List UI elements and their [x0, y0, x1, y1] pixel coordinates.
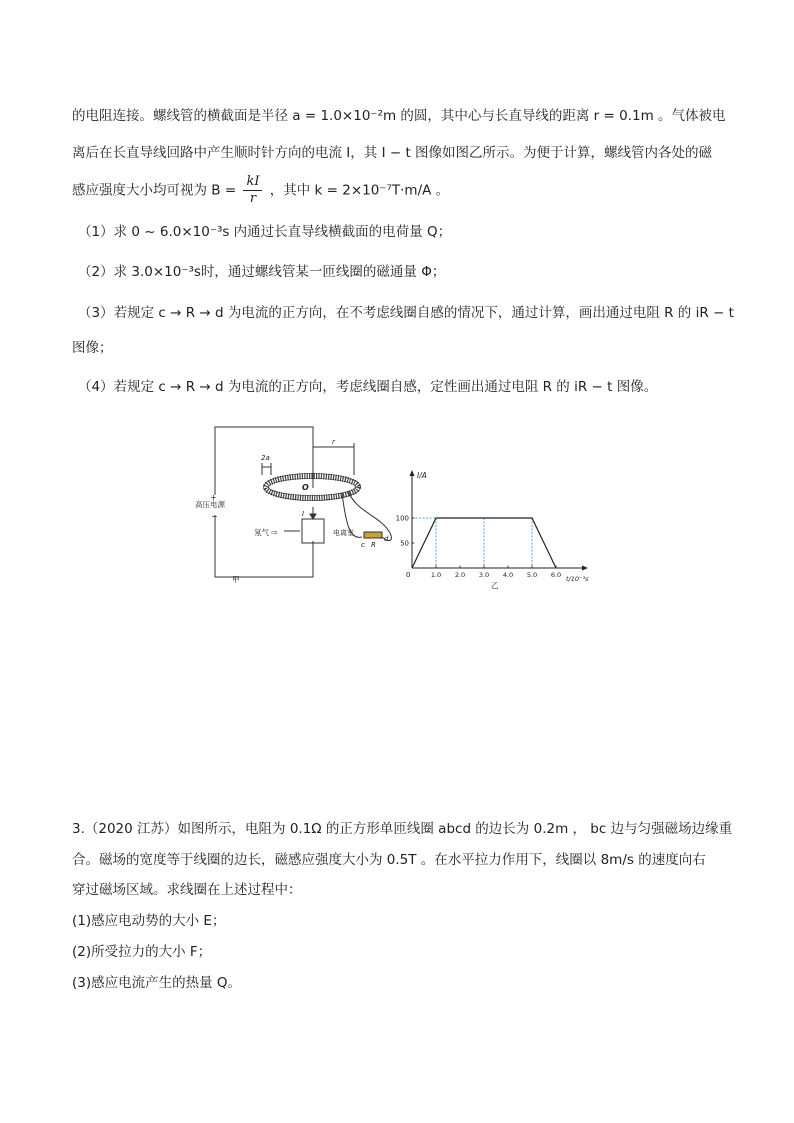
origin-label: 0 — [406, 571, 411, 579]
power-source-label: 高压电源 — [195, 500, 225, 509]
fraction-denominator: r — [249, 191, 257, 206]
problem3-line2: 合。磁场的宽度等于线圈的边长，磁感应强度大小为 0.5T 。在水平拉力作用下，线圈以 8m/s 的速度向右 — [72, 852, 706, 868]
y-tick-label-0: 50 — [400, 539, 409, 548]
figure-jia-apparatus — [192, 415, 392, 590]
problem3-line1: 3.（2020 江苏）如图所示，电阻为 0.1Ω 的正方形单匝线圈 abcd 的边长为 0.2m ， bc 边与匀强磁场边缘重 — [72, 821, 733, 837]
question-3-1: (1)感应电动势的大小 E； — [72, 913, 226, 929]
power-plus: + — [210, 493, 217, 502]
label-r: r — [332, 438, 335, 446]
label-d: d — [384, 535, 389, 543]
x-axis-label: t/10⁻³s — [566, 575, 589, 583]
question-3-2: (2)所受拉力的大小 F； — [72, 944, 212, 960]
circuit-wire-bottom — [215, 515, 313, 577]
problem3-line3: 穿过磁场区域。求线圈在上述过程中： — [72, 882, 302, 898]
x-tick-label-2: 3.0 — [478, 571, 490, 579]
line3-post: ，其中 k = 2×10⁻⁷T·m/A 。 — [269, 182, 450, 199]
label-R: R — [371, 541, 376, 549]
problem2-line1: 的电阻连接。螺线管的横截面是半径 a = 1.0×10⁻²m 的圆，其中心与长直导线的距离 r = 0.1m 。气体被电 — [72, 108, 726, 124]
x-tick-label-5: 6.0 — [550, 571, 562, 579]
question-2-4: （4）若规定 c → R → d 为电流的正方向，考虑线圈自感，定性画出通过电阻 R 的 iR − t 图像。 — [78, 379, 658, 395]
gas-label: 氖气 ⇨ — [254, 528, 278, 537]
power-minus: − — [211, 512, 218, 521]
x-tick-label-1: 2.0 — [454, 571, 466, 579]
solenoid-ring — [266, 476, 358, 498]
problem2-line3 — [72, 174, 449, 207]
x-tick-label-4: 5.0 — [526, 571, 538, 579]
x-tick-label-0: 1.0 — [430, 571, 442, 579]
fraction-numerator: kI — [243, 174, 262, 191]
ionization-chamber — [302, 519, 324, 543]
y-tick-label-1: 100 — [395, 514, 409, 523]
label-2a: 2a — [261, 454, 270, 462]
caption-jia: 甲 — [232, 575, 240, 584]
question-3-3: (3)感应电流产生的热量 Q。 — [72, 975, 242, 991]
chamber-label: 电离室 — [333, 529, 354, 537]
line3-pre: 感应强度大小均可视为 B = — [72, 182, 237, 199]
resistor-R — [364, 532, 382, 538]
caption-yi: 乙 — [491, 581, 499, 590]
question-2-1: （1）求 0 ~ 6.0×10⁻³s 内通过长直导线横截面的电荷量 Q； — [78, 224, 452, 240]
question-2-2: （2）求 3.0×10⁻³s时，通过螺线管某一匝线圈的磁通量 Φ； — [78, 264, 446, 280]
question-2-3-line1: （3）若规定 c → R → d 为电流的正方向，在不考虑线圈自感的情况下，通过计算，画出通过电阻 R 的 iR − t — [78, 305, 734, 321]
figure-yi-chart — [395, 465, 610, 590]
problem2-line2: 离后在长直导线回路中产生顺时针方向的电流 I，其 I − t 图像如图乙所示。为便于计算，螺线管内各处的磁 — [72, 145, 713, 161]
label-O: O — [302, 483, 309, 492]
y-axis-label: I/A — [417, 471, 427, 480]
x-tick-label-3: 4.0 — [502, 571, 514, 579]
formula-fraction — [243, 174, 262, 207]
question-2-3-line2: 图像； — [72, 340, 113, 356]
label-c: c — [361, 541, 365, 549]
label-I: I — [302, 510, 305, 518]
